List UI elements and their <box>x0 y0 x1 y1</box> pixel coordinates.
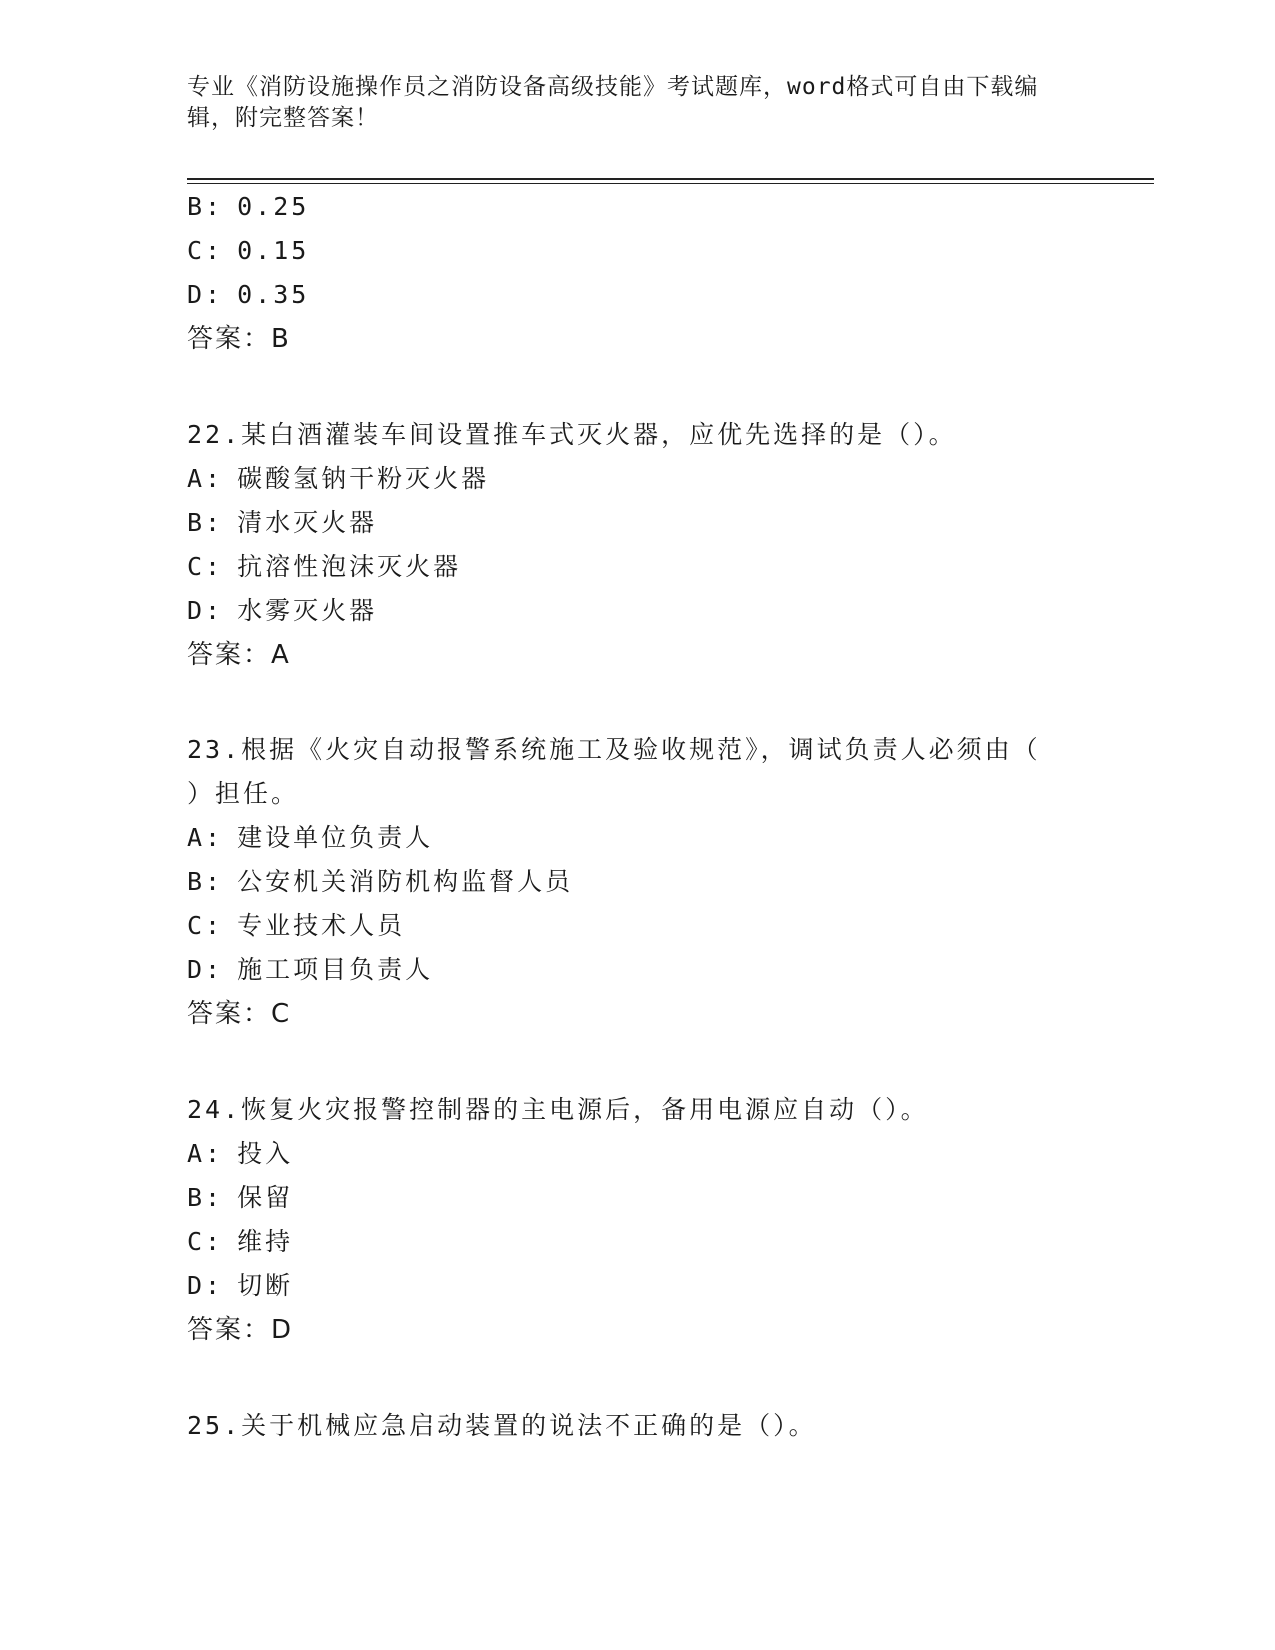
option-label: D: <box>187 1271 224 1300</box>
header-divider-thin <box>187 183 1154 184</box>
option-text: 抗溶性泡沫灭火器 <box>237 552 462 581</box>
option-text: 公安机关消防机构监督人员 <box>237 867 574 896</box>
option-label: D: <box>187 596 224 625</box>
option-label: D: <box>187 955 224 984</box>
option-label: B: <box>187 1183 224 1212</box>
option-label: C: <box>187 236 224 265</box>
q23-stem-line-1: 23.根据《火灾自动报警系统施工及验收规范》，调试负责人必须由（ <box>187 735 1041 764</box>
option-label: A: <box>187 1139 224 1168</box>
q21-option-b <box>187 190 309 224</box>
option-label: D: <box>187 280 224 309</box>
option-label: C: <box>187 1227 224 1256</box>
option-label: B: <box>187 192 224 221</box>
q23-option-a <box>187 821 433 855</box>
option-label: A: <box>187 823 224 852</box>
q23-option-c <box>187 909 405 943</box>
q25-stem: 25.关于机械应急启动装置的说法不正确的是（）。 <box>187 1411 817 1440</box>
option-text: 施工项目负责人 <box>237 955 434 984</box>
option-label: B: <box>187 867 224 896</box>
q23-stem-line-2: ）担任。 <box>187 779 300 808</box>
document-header <box>187 72 1067 134</box>
q21-option-c <box>187 234 309 268</box>
option-text: 投入 <box>237 1139 294 1168</box>
option-text: 建设单位负责人 <box>237 823 434 852</box>
q22-stem: 22.某白酒灌装车间设置推车式灭火器，应优先选择的是（）。 <box>187 420 957 449</box>
q23-option-b <box>187 865 573 899</box>
q22-answer: 答案：A <box>187 640 291 670</box>
option-text: 水雾灭火器 <box>237 596 378 625</box>
q24-option-b <box>187 1181 293 1215</box>
q24-option-d <box>187 1269 293 1303</box>
q21-option-d <box>187 278 309 312</box>
option-text: 保留 <box>237 1183 294 1212</box>
q21-answer: 答案：B <box>187 324 291 354</box>
q22-option-a <box>187 462 489 496</box>
option-text: 专业技术人员 <box>237 911 406 940</box>
q22-option-c <box>187 550 461 584</box>
option-label: A: <box>187 464 224 493</box>
option-label: C: <box>187 552 224 581</box>
option-text: 0.15 <box>237 236 310 265</box>
q24-answer: 答案：D <box>187 1315 294 1345</box>
q24-stem: 24.恢复火灾报警控制器的主电源后，备用电源应自动（）。 <box>187 1095 929 1124</box>
q23-option-d <box>187 953 433 987</box>
q24-option-a <box>187 1137 293 1171</box>
header-line-2: 辑，附完整答案！ <box>187 105 379 131</box>
option-text: 清水灭火器 <box>237 508 378 537</box>
q24-option-c <box>187 1225 293 1259</box>
option-text: 维持 <box>237 1227 294 1256</box>
q22-option-d <box>187 594 377 628</box>
q23-answer: 答案：C <box>187 999 292 1029</box>
option-text: 碳酸氢钠干粉灭火器 <box>237 464 490 493</box>
q22-option-b <box>187 506 377 540</box>
option-label: B: <box>187 508 224 537</box>
header-line-1: 专业《消防设施操作员之消防设备高级技能》考试题库，word格式可自由下载编 <box>187 74 1039 100</box>
header-divider <box>187 178 1154 180</box>
option-label: C: <box>187 911 224 940</box>
option-text: 0.35 <box>237 280 310 309</box>
option-text: 0.25 <box>237 192 310 221</box>
option-text: 切断 <box>237 1271 294 1300</box>
